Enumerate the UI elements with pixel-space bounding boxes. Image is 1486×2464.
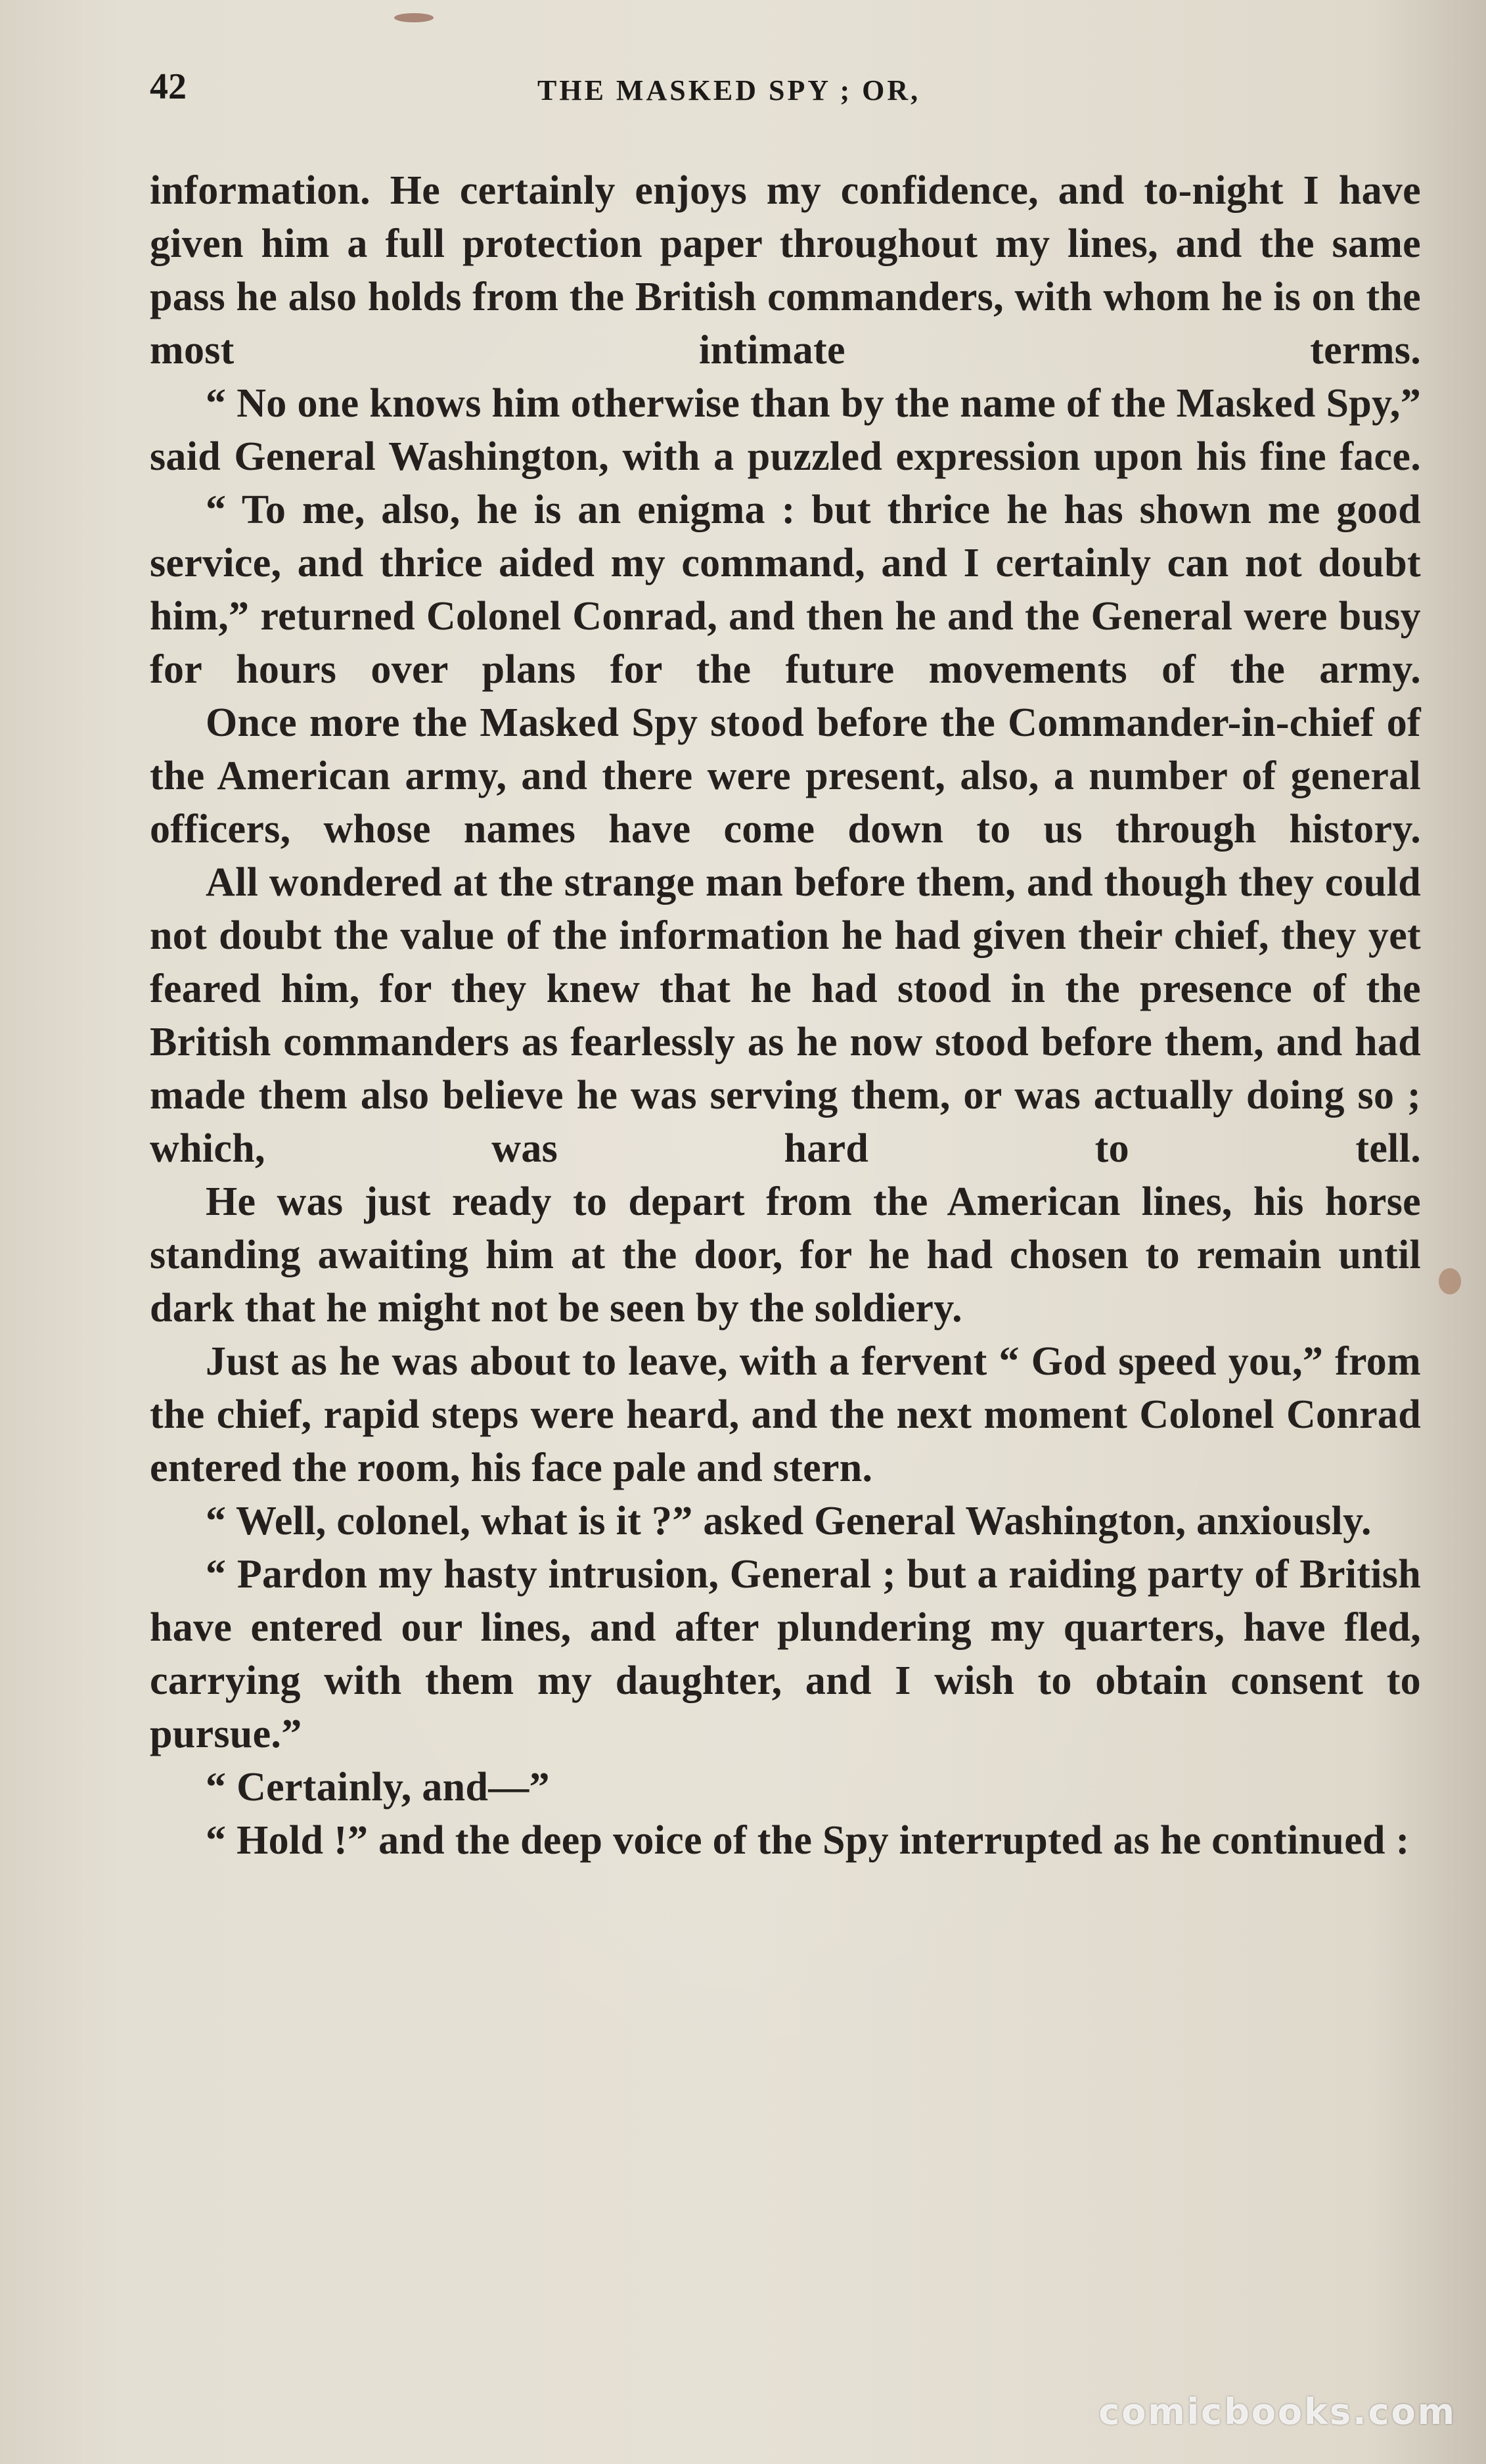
watermark: comicbooks.com — [1098, 2391, 1456, 2432]
body-text — [150, 164, 1421, 1867]
paragraph: He was just ready to depart from the American lines, his horse standing awaiting him at the door, for he had chosen to remain until dark that he might not be seen by the soldiery. — [150, 1179, 1421, 1331]
paragraph: information. He certainly enjoys my confidence, and to-night I have given him a full protection paper throughout my lines, and the same pass he also holds from the British commanders, with whom he is on the most intimate terms. — [150, 168, 1421, 373]
paragraph: All wondered at the strange man before them, and though they could not doubt the value of the information he had given their chief, they yet feared him, for they knew that he had stood in the presence of the British commanders as fearlessly as he now stood before them, and had made them also believe he was serving them, or was actually doing so ; which, was hard to tell. — [150, 860, 1421, 1171]
paragraph: “ Well, colonel, what is it ?” asked General Washington, anxiously. — [206, 1499, 1372, 1543]
running-header — [150, 66, 1433, 118]
paragraph: “ To me, also, he is an enigma : but thrice he has shown me good service, and thrice aided my command, and I certainly can not doubt him,” returned Colonel Conrad, and then he and the General were busy for hours over plans for the future movements of the army. — [150, 488, 1421, 692]
paper-stain — [1439, 1268, 1461, 1294]
paragraph: Just as he was about to leave, with a fervent “ God speed you,” from the chief, rapid steps were heard, and the next moment Colonel Conrad entered the room, his face pale and stern. — [150, 1339, 1421, 1490]
paper-stain — [394, 13, 434, 22]
paragraph: “ Certainly, and—” — [206, 1765, 550, 1810]
page-number: 42 — [150, 66, 187, 107]
paragraph: “ Pardon my hasty intrusion, General ; but a raiding party of British have entered our lines, and after plundering my quarters, have fled, carrying with them my daughter, and I wish to obtain consent to pursue.” — [150, 1552, 1421, 1756]
paragraph: Once more the Masked Spy stood before the Commander-in-chief of the American army, and there were present, also, a number of general officers, whose names have come down to us through history. — [150, 700, 1421, 852]
running-title: THE MASKED SPY ; OR, — [537, 74, 921, 106]
paragraph: “ No one knows him otherwise than by the name of the Masked Spy,” said General Washington, with a puzzled expression upon his fine face. — [150, 381, 1421, 479]
paragraph: “ Hold !” and the deep voice of the Spy interrupted as he continued : — [206, 1818, 1410, 1863]
